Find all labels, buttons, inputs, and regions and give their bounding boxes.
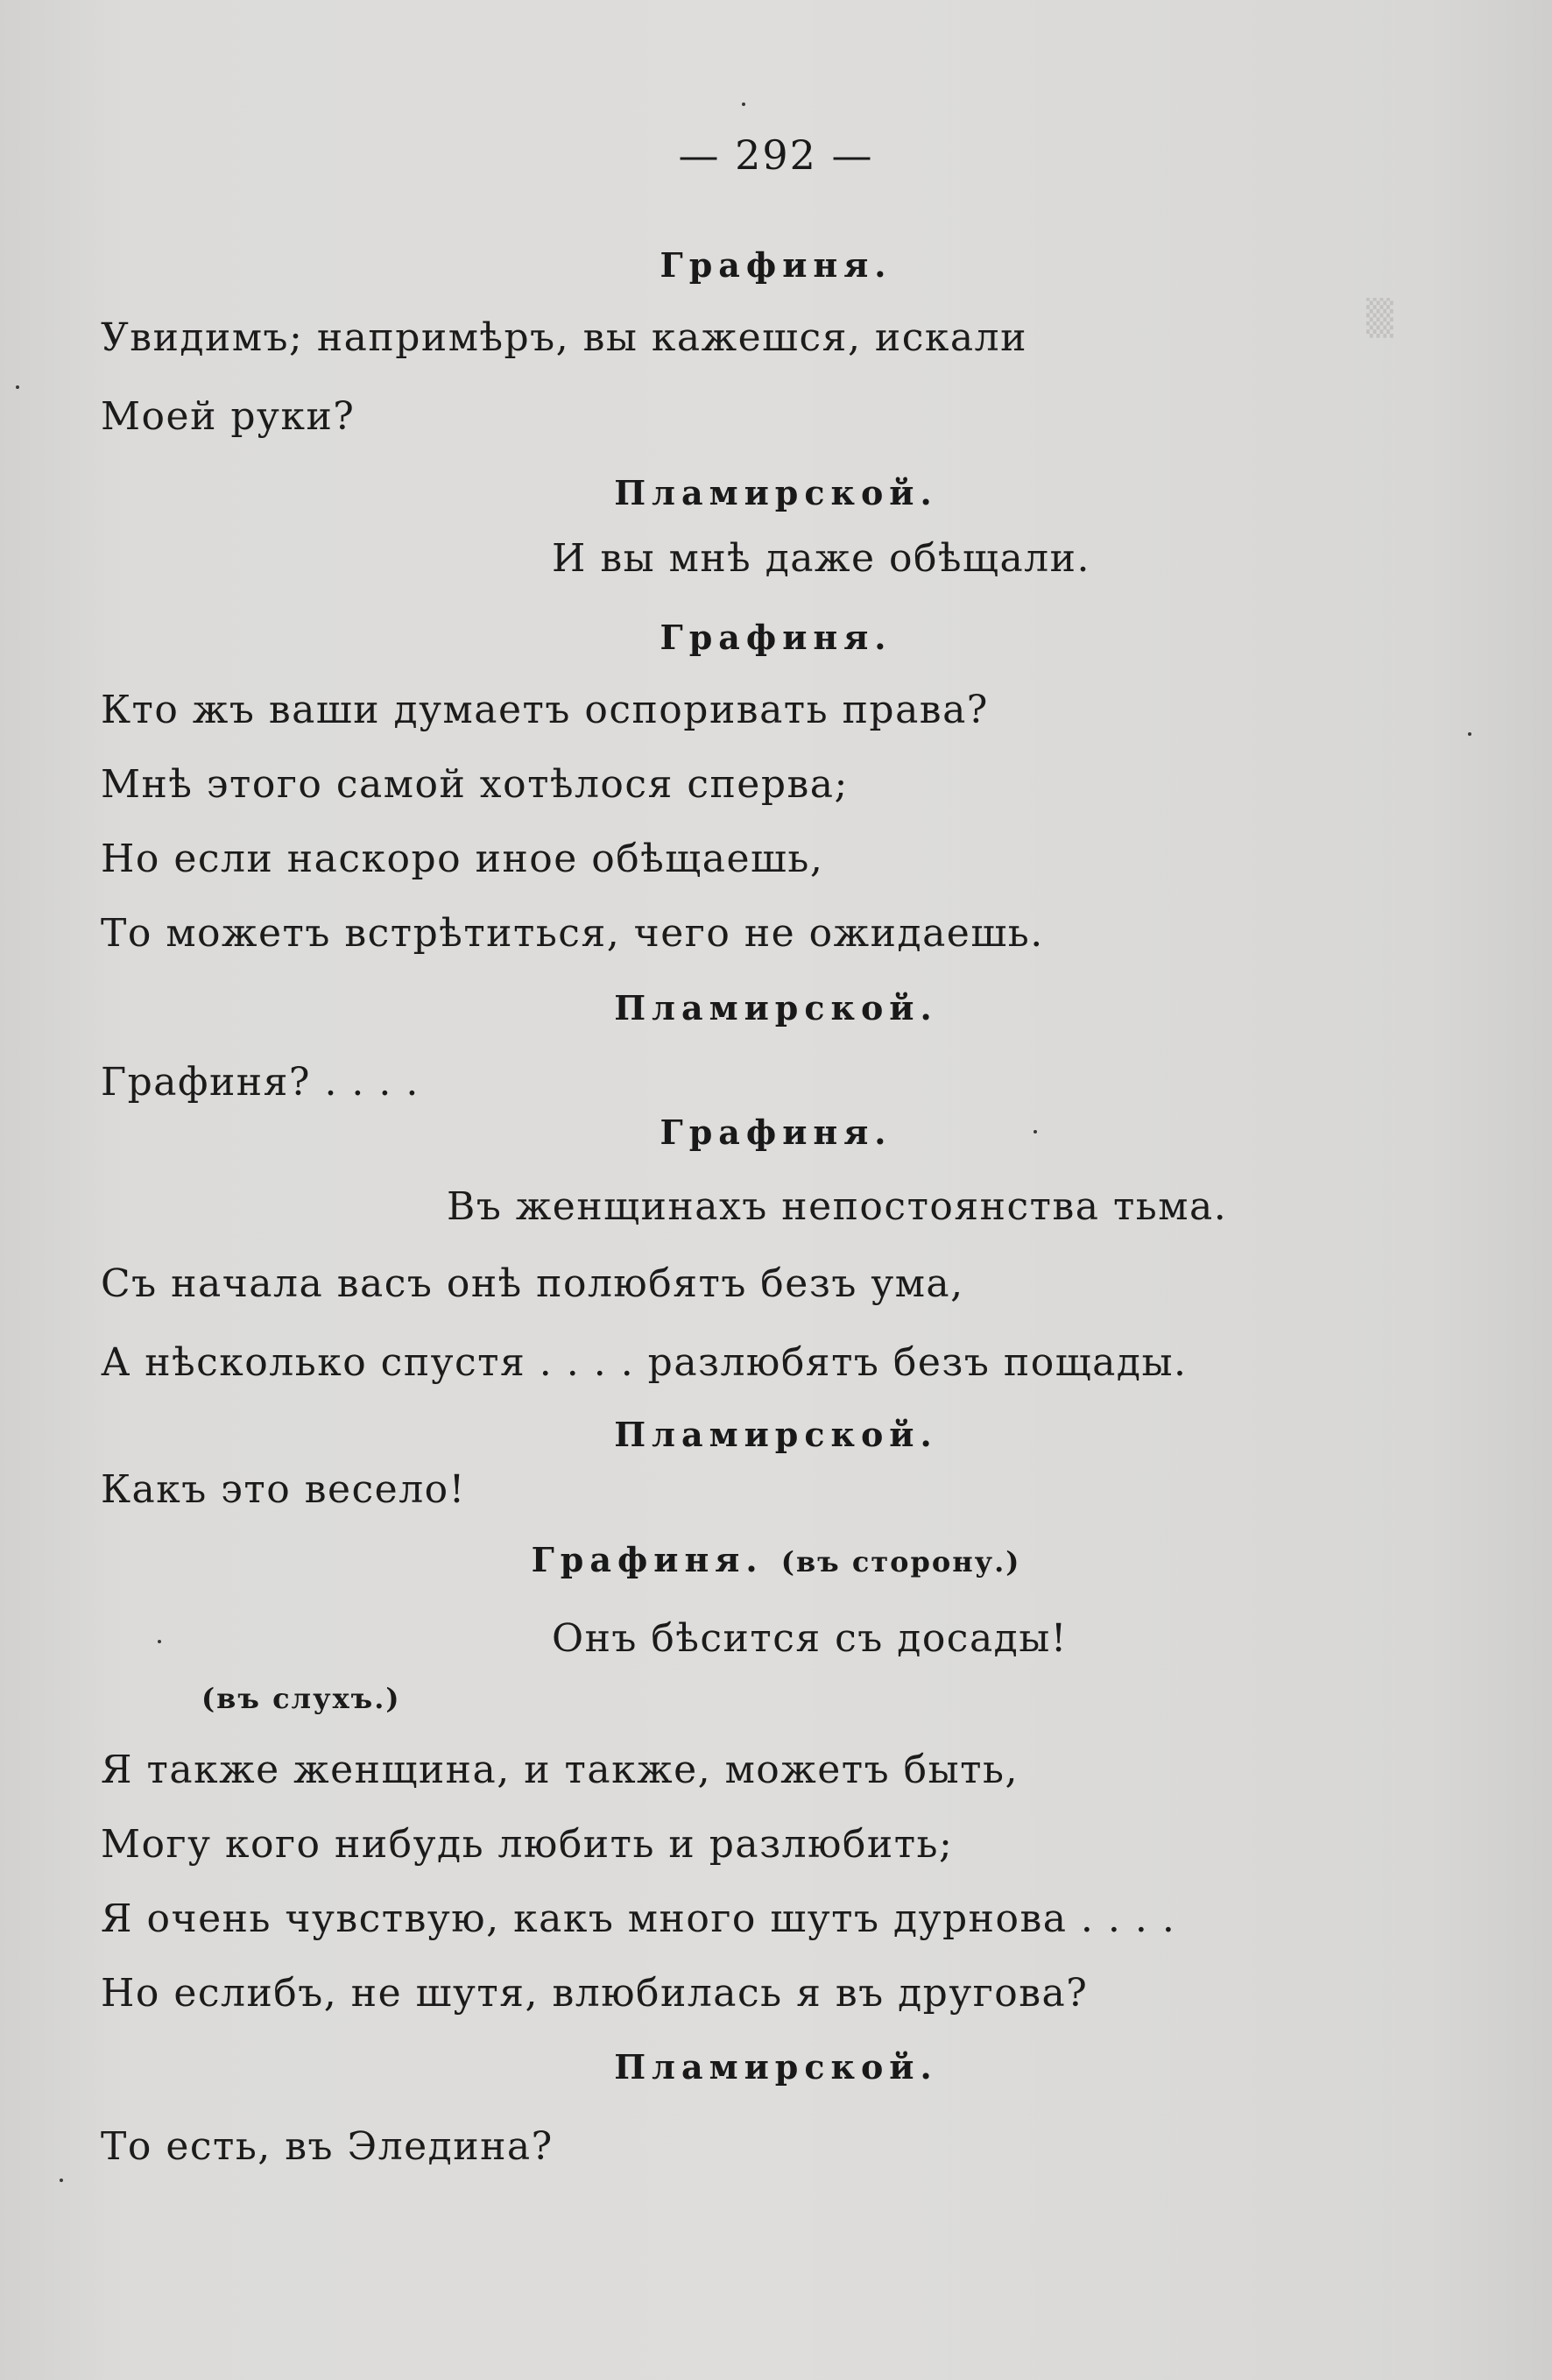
verse-line: Въ женщинахъ непостоянства тьма. [447,1184,1228,1229]
bleed-through-decoration: ▒ [1366,298,1393,338]
verse-line: Но если наскоро иное обѣщаешь, [101,837,824,881]
verse-line: Я очень чувствую, какъ много шутъ дурнова . . . . [101,1896,1176,1941]
verse-line: Увидимъ; напримѣръ, вы кажешся, искали [101,315,1027,360]
verse-line: То можетъ встрѣтиться, чего не ожидаешь. [101,911,1044,956]
speaker-heading: Графиня. [660,618,892,657]
page-number: — 292 — [678,131,874,179]
speaker-heading: Пламирской. [614,988,938,1028]
speaker-heading: Пламирской. [614,1415,938,1454]
speaker-heading: Графиня. [660,245,892,285]
stage-direction: (въ сторону.) [780,1545,1021,1578]
verse-line: Графиня? . . . . [101,1060,420,1105]
print-speck [1033,1130,1037,1134]
verse-line: Съ начала васъ онѣ полюбятъ безъ ума, [101,1261,964,1306]
verse-line: А нѣсколько спустя . . . . разлюбятъ безъ пощады. [101,1340,1188,1385]
print-speck [742,102,745,106]
print-speck [60,2179,63,2182]
verse-line: Моей руки? [101,394,356,439]
verse-line: Но еслибъ, не шутя, влюбилась я въ другова? [101,1971,1089,2016]
verse-line: Какъ это весело! [101,1467,466,1512]
verse-line: Онъ бѣсится съ досады! [552,1616,1068,1661]
verse-line: Я также женщина, и также, можетъ быть, [101,1748,1019,1792]
speaker-heading: Пламирской. [614,473,938,512]
print-speck [1468,732,1471,736]
speaker-heading-with-direction [0,1540,1552,1579]
speaker-heading: Графиня. [660,1112,892,1152]
verse-line: Могу кого нибудь любить и разлюбить; [101,1822,954,1867]
speaker-name: Графиня. [531,1540,764,1579]
verse-line: И вы мнѣ даже обѣщали. [552,536,1090,581]
verse-line: То есть, въ Эледина? [101,2124,554,2169]
verse-line: Мнѣ этого самой хотѣлося сперва; [101,762,849,807]
speaker-heading: Пламирской. [614,2047,938,2087]
verse-line: Кто жъ ваши думаетъ оспоривать права? [101,688,989,732]
stage-direction: (въ слухъ.) [201,1682,401,1715]
print-speck [16,385,19,389]
print-speck [158,1640,161,1643]
